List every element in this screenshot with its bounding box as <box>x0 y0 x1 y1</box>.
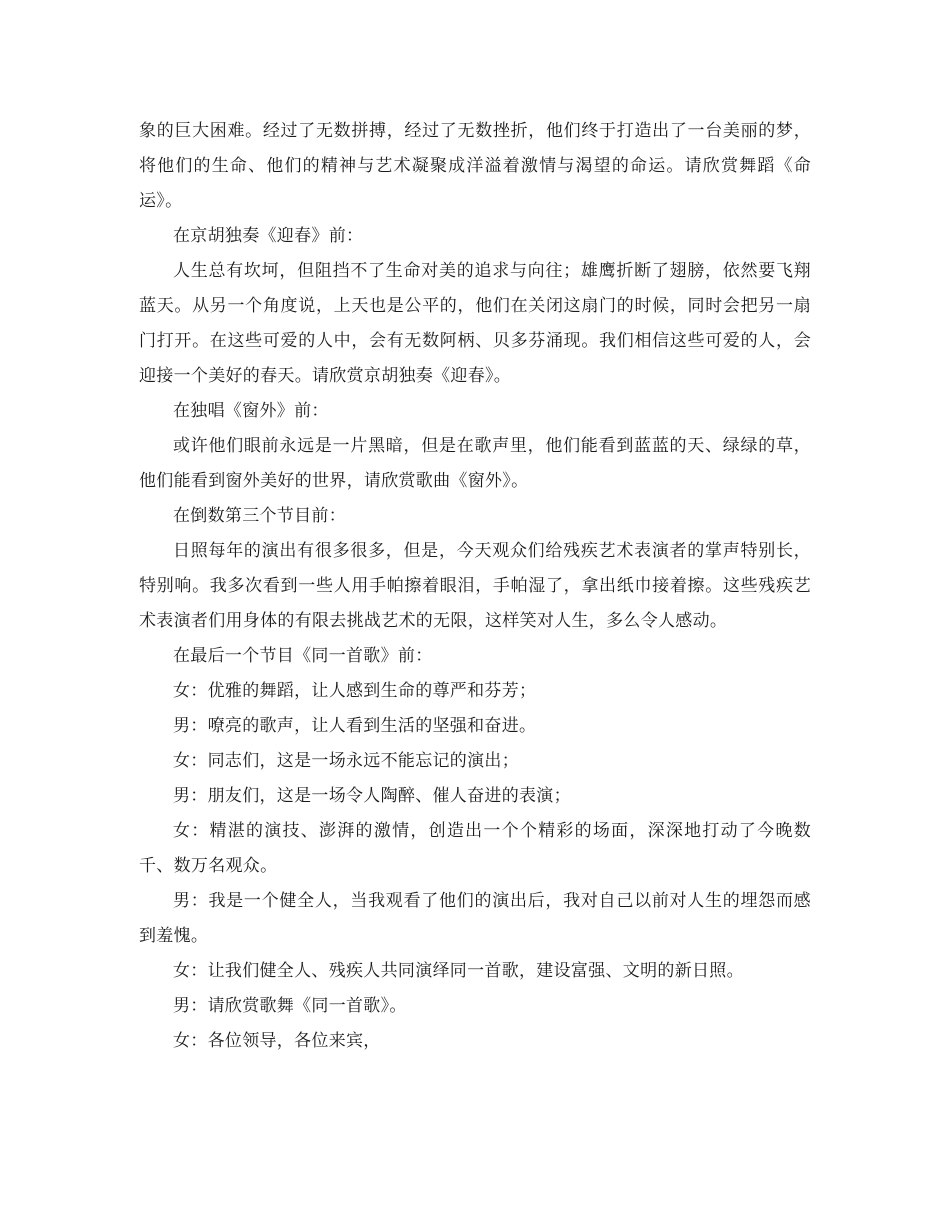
paragraph-heading-chuangwai: 在独唱《窗外》前： <box>173 401 329 421</box>
paragraph-third-last-intro: 日照每年的演出有很多很多，但是，今天观众们给残疾艺术表演者的掌声特别长，特别响。我多次看到一些人用手帕擦着眼泪，手帕湿了，拿出纸巾接着擦。这些残疾艺术表演者们用身体的有限去挑战艺术的无限，这样笑对人生，多么令人感动。 <box>139 541 811 631</box>
dialogue-line: 男：嘹亮的歌声，让人看到生活的坚强和奋进。 <box>173 716 537 736</box>
paragraph-heading-third-last: 在倒数第三个节目前： <box>173 506 346 526</box>
dialogue-line: 男：我是一个健全人，当我观看了他们的演出后，我对自己以前对人生的埋怨而感到羞愧。 <box>139 891 811 946</box>
paragraph-yingchun-intro: 人生总有坎坷，但阻挡不了生命对美的追求与向往；雄鹰折断了翅膀，依然要飞翔蓝天。从另一个角度说，上天也是公平的，他们在关闭这扇门的时候，同时会把另一扇门打开。在这些可爱的人中，会有无数阿柄、贝多芬涌现。我们相信这些可爱的人，会迎接一个美好的春天。请欣赏京胡独奏《迎春》。 <box>139 261 811 386</box>
dialogue-line: 男：请欣赏歌舞《同一首歌》。 <box>173 996 407 1016</box>
paragraph-continuation: 象的巨大困难。经过了无数拼搏，经过了无数挫折，他们终于打造出了一台美丽的梦，将他们的生命、他们的精神与艺术凝聚成洋溢着激情与渴望的命运。请欣赏舞蹈《命运》。 <box>139 121 811 211</box>
dialogue-line: 女：优雅的舞蹈，让人感到生命的尊严和芬芳； <box>173 681 537 701</box>
document-body <box>139 114 811 1059</box>
paragraph-heading-final: 在最后一个节目《同一首歌》前： <box>173 646 433 666</box>
paragraph-chuangwai-intro: 或许他们眼前永远是一片黑暗，但是在歌声里，他们能看到蓝蓝的天、绿绿的草，他们能看到窗外美好的世界，请欣赏歌曲《窗外》。 <box>139 436 811 491</box>
dialogue-line: 女：让我们健全人、残疾人共同演绎同一首歌，建设富强、文明的新日照。 <box>173 961 744 981</box>
dialogue-line: 女：精湛的演技、澎湃的激情，创造出一个个精彩的场面，深深地打动了今晚数千、数万名观众。 <box>139 821 811 876</box>
dialogue-line: 男：朋友们，这是一场令人陶醉、催人奋进的表演； <box>173 786 571 806</box>
paragraph-heading-yingchun: 在京胡独奏《迎春》前： <box>173 226 364 246</box>
dialogue-line: 女：各位领导，各位来宾， <box>173 1031 381 1051</box>
dialogue-line: 女：同志们，这是一场永远不能忘记的演出； <box>173 751 519 771</box>
